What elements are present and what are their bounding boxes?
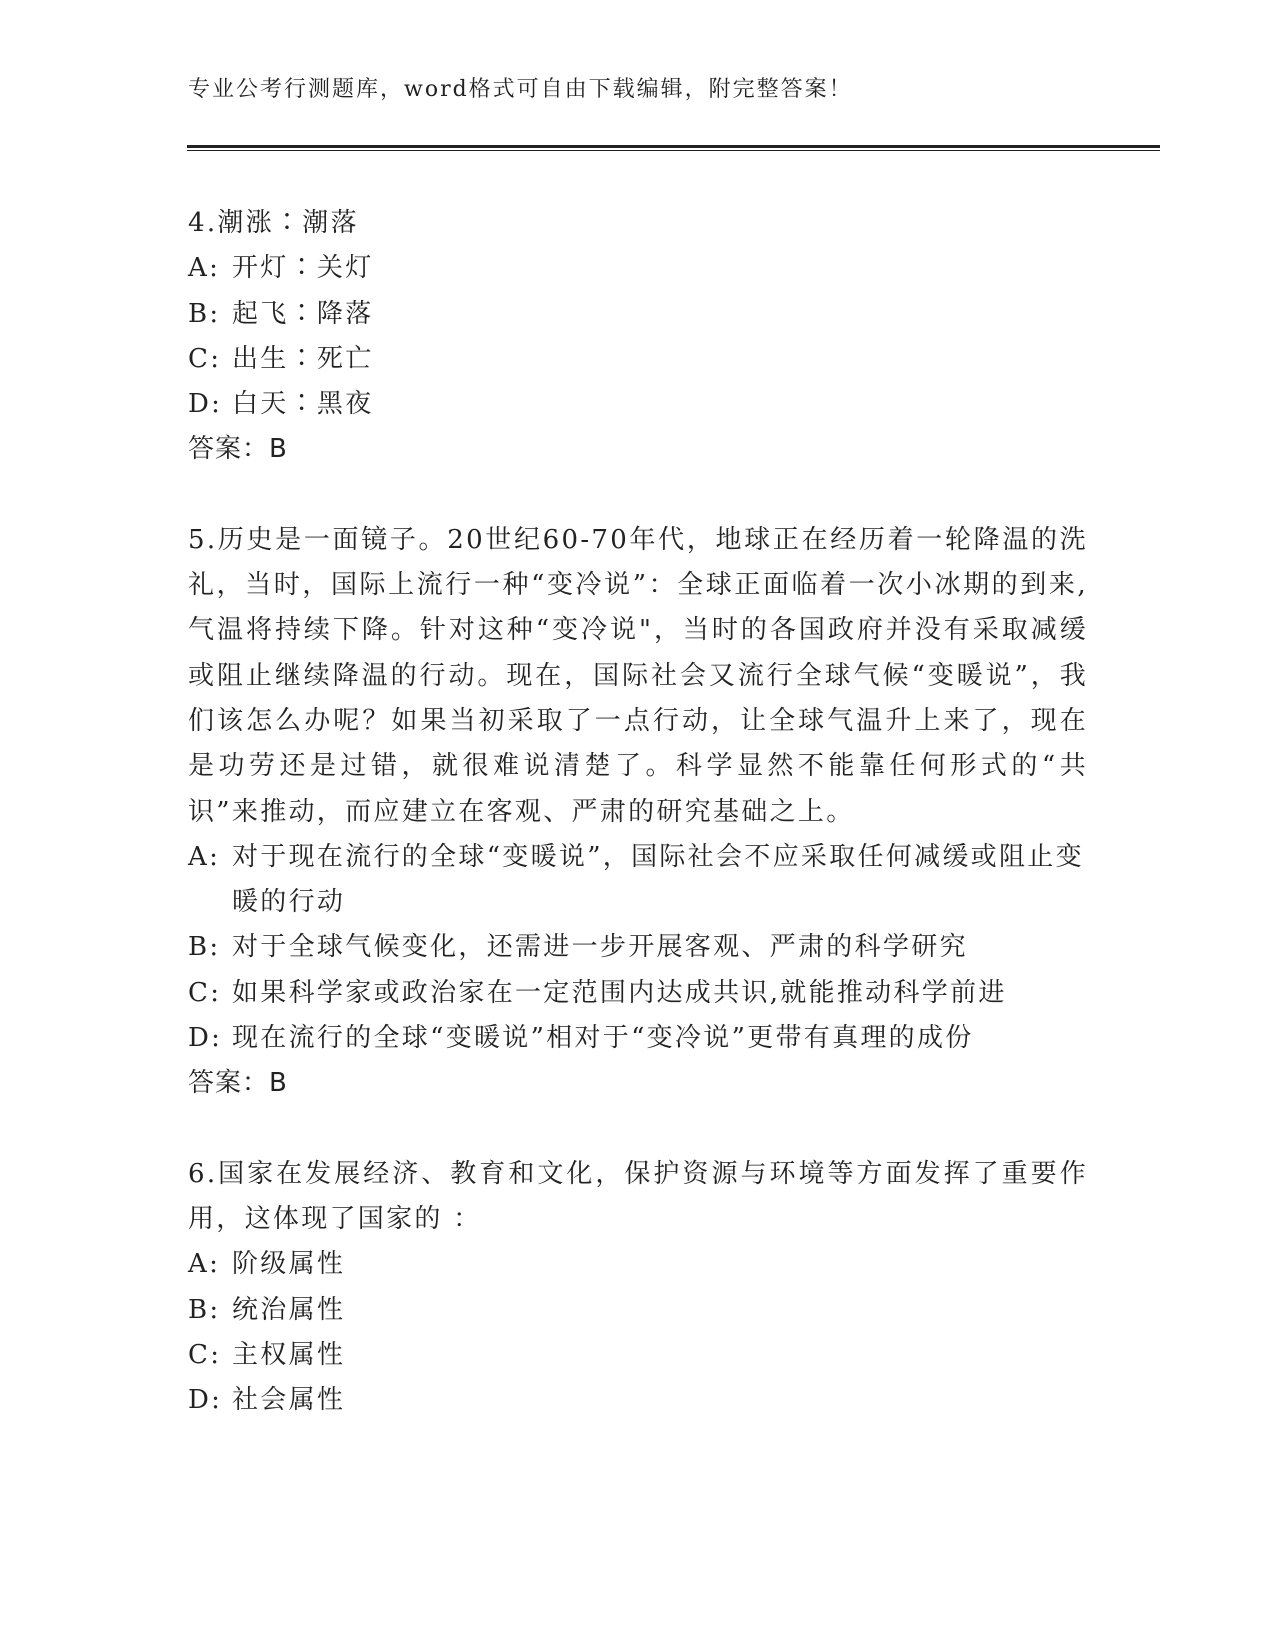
option-letter: D: <box>188 1385 223 1416</box>
option-c <box>188 971 1088 1016</box>
option-text: 起飞∶降落 <box>232 298 374 329</box>
option-c <box>188 337 1088 382</box>
page-header: 专业公考行测题库，word格式可自由下载编辑，附完整答案！ <box>188 77 853 102</box>
option-letter: D: <box>188 389 223 420</box>
option-a <box>188 246 1088 291</box>
option-text: 出生∶死亡 <box>232 343 374 374</box>
option-letter: D: <box>188 1023 223 1054</box>
option-text: 如果科学家或政治家在一定范围内达成共识,就能推动科学前进 <box>232 977 1007 1008</box>
option-b <box>188 292 1088 337</box>
option-a <box>188 1242 1088 1287</box>
header-divider-thin <box>187 150 1160 151</box>
option-letter: C: <box>188 1339 222 1370</box>
option-text: 社会属性 <box>232 1385 346 1416</box>
option-text: 对于现在流行的全球“变暖说”，国际社会不应采取任何减缓或阻止变暖的行动 <box>232 841 1084 918</box>
answer-line: 答案：B <box>188 1068 288 1099</box>
option-d <box>188 382 1088 427</box>
question-list <box>188 201 1088 1423</box>
option-letter: C: <box>188 977 222 1008</box>
option-text: 统治属性 <box>232 1294 346 1325</box>
option-b <box>188 925 1088 970</box>
question-5 <box>188 518 1088 1107</box>
option-letter: A: <box>188 253 221 284</box>
option-text: 对于全球气候变化，还需进一步开展客观、严肃的科学研究 <box>232 932 968 963</box>
question-stem: 5.历史是一面镜子。20世纪60-70年代，地球正在经历着一轮降温的洗礼，当时，国际上流行一种“变冷说”：全球正面临着一次小冰期的到来,气温将持续下降。针对这种“变冷说"，当时的各国政府并没有采取减缓或阻止继续降温的行动。现在，国际社会又流行全球气候“变暖说”，我们该怎么办呢？如果当初采取了一点行动，让全球气温升上来了，现在是功劳还是过错，就很难说清楚了。科学显然不能靠任何形式的“共识”来推动，而应建立在客观、严肃的研究基础之上。 <box>188 524 1088 827</box>
option-b <box>188 1288 1088 1333</box>
option-c <box>188 1333 1088 1378</box>
option-text: 白天∶黑夜 <box>232 389 374 420</box>
option-d <box>188 1378 1088 1423</box>
option-text: 现在流行的全球“变暖说”相对于“变冷说”更带有真理的成份 <box>232 1023 974 1054</box>
option-letter: B: <box>188 1294 221 1325</box>
answer-line: 答案：B <box>188 434 288 465</box>
question-6 <box>188 1152 1088 1424</box>
header-divider-thick <box>187 145 1160 148</box>
question-4 <box>188 201 1088 473</box>
option-text: 主权属性 <box>232 1339 346 1370</box>
option-letter: B: <box>188 932 221 963</box>
option-letter: B: <box>188 298 221 329</box>
option-a <box>188 835 1088 926</box>
option-letter: A: <box>188 841 221 872</box>
question-stem: 4.潮涨∶潮落 <box>188 208 359 238</box>
option-letter: A: <box>188 1249 221 1280</box>
option-d <box>188 1016 1088 1061</box>
option-text: 阶级属性 <box>232 1249 346 1280</box>
question-stem: 6.国家在发展经济、教育和文化，保护资源与环境等方面发挥了重要作用，这体现了国家的 ： <box>188 1158 1088 1234</box>
option-letter: C: <box>188 343 222 374</box>
option-text: 开灯∶关灯 <box>232 253 374 284</box>
